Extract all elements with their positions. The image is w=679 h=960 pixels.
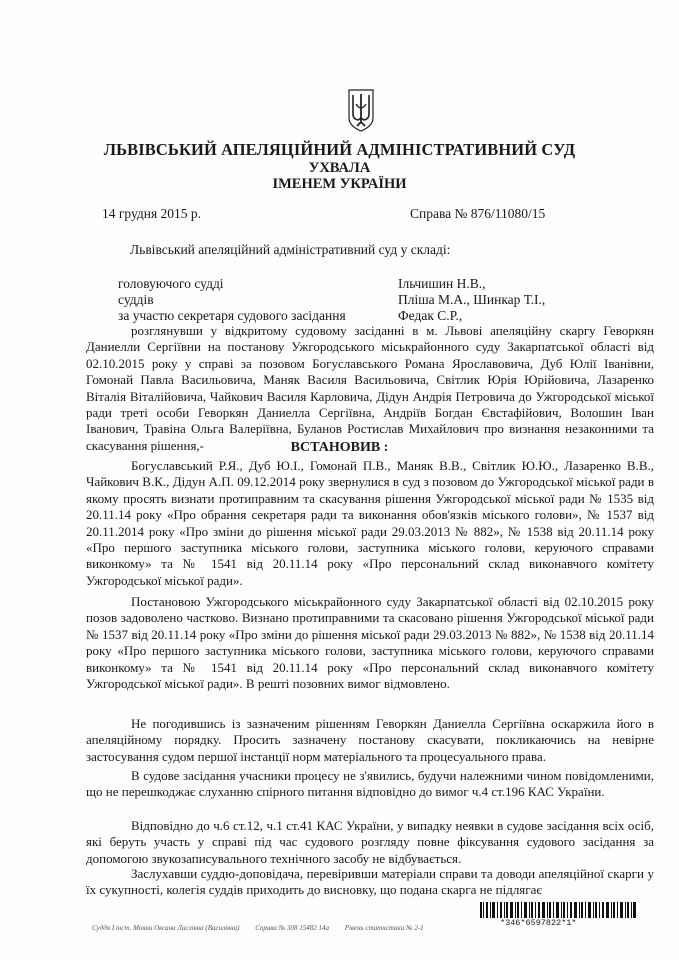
paragraph-text: Постановою Ужгородського міськрайонного суду Закарпатської області від 02.10.2015 року позов задоволено частково. Визнано протиправними та скасовано рішення Ужгородської міської ради № 1537 від 20.11.14 року «Про зміни до рішення міської ради 29.03.2013 № 882», № 1538 від 20.11.14 року «Про першого заступника міського голови, заступника міського голови, керуючого справами виконкому» та № 1541 від 20.11.14 року «Про персональний склад виконавчого комітету Ужгородської міської ради». В решті позовних вимог відмовлено. — [86, 594, 654, 692]
barcode-number: *346*6597822*1* — [500, 918, 577, 928]
intro-paragraph-text: розглянувши у відкритому судовому засіданні в м. Львові апеляційну скаргу Геворкян Даниелли Сергіївни на постанову Ужгородського міськрайонного суду Закарпатської області від 02.10.2015 року у справі за позовом Богуславського Романа Ярославовича, Дуб Юлії Іванівни, Гомонай Павла Васильовича, Маняк Василя Васильовича, Світлик Юрія Юрійовича, Лазаренко Віталія Віталійовича, Чайкович Василя Карловича, Дідун Андрія Петровича до Ужгородської міської ради треті особи Геворкян Даниелла Сергіївна, Андріїв Богдан Євстафійович, Волошин Іван Іванович, Травіна Ольга Валеріївна, Буланов Ростислав Михайлович про визнання незаконними та скасування рішення,- — [86, 323, 654, 453]
judges-label: суддів — [118, 292, 154, 307]
footer-judge: Суддя І інст. Мовин Оксана Ласлівна (Василівна) — [92, 924, 240, 932]
paragraph-text: Відповідно до ч.6 ст.12, ч.1 ст.41 КАС України, у випадку неявки в судове засідання всіх осіб, які беруть участь у справі під час судового розгляду повне фіксування судового засідання за допомогою звукозаписувального технічного засобу не відбувається. — [86, 818, 654, 866]
presiding-name: Ільчишин Н.В., — [398, 276, 486, 291]
decision-date: 14 грудня 2015 р. — [102, 206, 202, 221]
paragraph-text: Не погодившись із зазначеним рішенням Геворкян Даниелла Сергіївна оскаржила його в апеляційному порядку. Просить зазначену постанову скасувати, покликаючись на невірне застосування судом першої інстанції норм матеріального та процесуального права. — [86, 716, 654, 764]
paragraph-3 — [86, 716, 654, 765]
paragraph-5 — [86, 818, 654, 867]
footer-case: Справа № 308 15482 14а — [255, 924, 329, 932]
paragraph-1 — [86, 458, 654, 589]
paragraph-text: Богуславський Р.Я., Дуб Ю.І., Гомонай П.В., Маняк В.В., Світлик Ю.Ю., Лазаренко В.В., Чайкович В.К., Дідун А.П. 09.12.2014 року звернулися в суд з позовом до Ужгородської міської ради в якому просять визнати протиправним та скасування рішення Ужгородської міської ради № 1535 від 20.11.14 року «Про обрання секретаря ради та виконання обов'язків міського голови», № 1537 від 20.11.2014 року «Про зміни до рішення міської ради 29.03.2013 № 882», № 1538 від 20.11.14 року «Про першого заступника міського голови, заступника міського голови, керуючого справами виконкому» та № 1541 від 20.11.14 року «Про персональний склад виконавчого комітету Ужгородської міської ради». — [86, 458, 654, 588]
intro-paragraph — [86, 323, 654, 454]
document-type: УХВАЛА — [308, 160, 371, 176]
presiding-label: головуючого судді — [118, 276, 224, 291]
barcode-icon — [480, 902, 636, 918]
trident-emblem-icon — [346, 86, 376, 132]
footer-stat: Рівень статистики № 2-1 — [344, 924, 424, 932]
paragraph-2 — [86, 594, 654, 692]
footer-info — [92, 924, 438, 932]
paragraph-text: Заслухавши суддю-доповідача, перевіривши матеріали справи та доводи апеляційної скарги у їх сукупності, колегія суддів приходить до висновку, що подана скарга не підлягає — [86, 866, 654, 898]
paragraph-4 — [86, 768, 654, 801]
court-name: ЛЬВІВСЬКИЙ АПЕЛЯЦІЙНИЙ АДМІНІСТРАТИВНИЙ СУД — [103, 140, 576, 159]
established-heading: ВСТАНОВИВ : — [290, 440, 389, 455]
secretary-label: за участю секретаря судового засідання — [118, 308, 346, 323]
document-subtitle: ІМЕНЕМ УКРАЇНИ — [272, 176, 407, 192]
secretary-name: Федак С.Р., — [398, 308, 463, 323]
paragraph-6 — [86, 866, 654, 899]
paragraph-text: В судове засідання учасники процесу не з'явились, будучи належними чином повідомленими, що не перешкоджає слуханню спірного питання відповідно до вимог ч.4 ст.196 КАС України. — [86, 768, 654, 800]
judges-names: Пліша М.А., Шинкар Т.І., — [398, 292, 546, 307]
case-number: Справа № 876/11080/15 — [410, 206, 546, 221]
composition-intro: Львівський апеляційний адміністративний суд у складі: — [130, 242, 451, 257]
